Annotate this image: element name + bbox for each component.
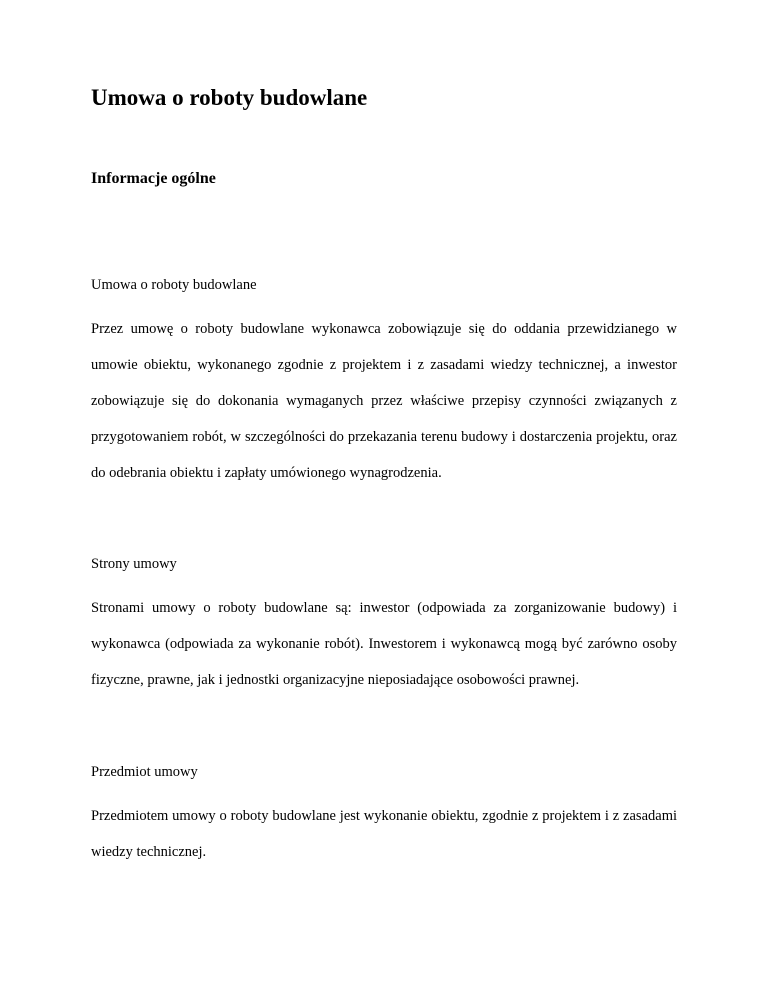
document-title: Umowa o roboty budowlane xyxy=(91,85,368,110)
section-heading: Informacje ogólne xyxy=(91,170,216,187)
paragraph-strony: Stronami umowy o roboty budowlane są: inwestor (odpowiada za zorganizowanie budowy) i wykonawca (odpowiada za wykonanie robót). Inwestorem i wykonawcą mogą być zarówno osoby fizyczne, prawne, jak i jednostki organizacyjne nieposiadające osobowości prawnej. xyxy=(91,600,677,688)
subsection-heading-przedmiot: Przedmiot umowy xyxy=(91,764,198,780)
paragraph-umowa: Przez umowę o roboty budowlane wykonawca zobowiązuje się do oddania przewidzianego w umowie obiektu, wykonanego zgodnie z projektem i z zasadami wiedzy technicznej, a inwestor zobowiązuje się do dokonania wymaganych przez właściwe przepisy czynności związanych z przygotowaniem robót, w szczególności do przekazania terenu budowy i dostarczenia projektu, oraz do odebrania obiektu i zapłaty umówionego wynagrodzenia. xyxy=(91,321,677,481)
subsection-heading-umowa: Umowa o roboty budowlane xyxy=(91,277,257,293)
paragraph-przedmiot: Przedmiotem umowy o roboty budowlane jest wykonanie obiektu, zgodnie z projektem i z zasadami wiedzy technicznej. xyxy=(91,808,677,860)
subsection-heading-strony: Strony umowy xyxy=(91,556,177,572)
